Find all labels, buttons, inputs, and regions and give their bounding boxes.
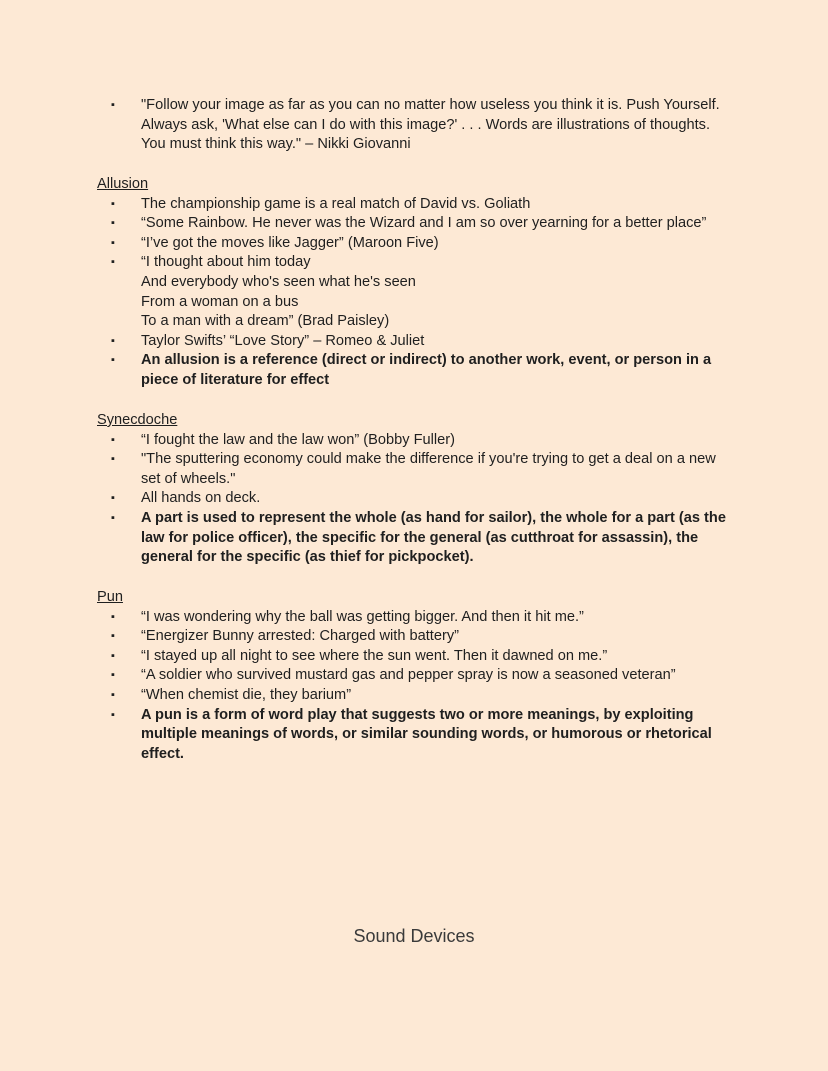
pun-list <box>97 608 737 765</box>
list-item <box>97 647 737 667</box>
bullet-icon: ▪ <box>111 99 115 111</box>
list-item <box>97 489 737 509</box>
list-item <box>97 195 737 215</box>
bullet-icon: ▪ <box>111 492 115 505</box>
bullet-icon: ▪ <box>111 630 115 643</box>
list-item <box>97 332 737 352</box>
bullet-icon: ▪ <box>111 354 115 367</box>
list-item-text: “Some Rainbow. He never was the Wizard and I am so over yearning for a better place” <box>141 215 707 232</box>
pun-heading: Pun <box>97 589 123 605</box>
list-item <box>97 627 737 647</box>
list-item-text: “I thought about him today And everybody who's seen what he's seen From a woman on a bus To a man with a dream” (Brad Paisley) <box>141 254 416 330</box>
list-item-text: Taylor Swifts’ “Love Story” – Romeo & Juliet <box>141 332 425 349</box>
synecdoche-section <box>97 411 737 568</box>
bullet-icon: ▪ <box>111 610 115 623</box>
intro-list <box>97 96 737 155</box>
list-item-text: “A soldier who survived mustard gas and pepper spray is now a seasoned veteran” <box>141 667 676 684</box>
list-item-text: "The sputtering economy could make the difference if you're trying to get a deal on a new set of wheels." <box>141 451 716 487</box>
list-item <box>97 431 737 451</box>
list-item <box>97 253 737 331</box>
bullet-icon: ▪ <box>111 511 115 524</box>
bullet-icon: ▪ <box>111 453 115 466</box>
list-item-text: “I’ve got the moves like Jagger” (Maroon Five) <box>141 234 439 251</box>
bullet-icon: ▪ <box>111 217 115 230</box>
pun-section <box>97 588 737 764</box>
list-item-text: “I was wondering why the ball was getting bigger. And then it hit me.” <box>141 608 584 625</box>
list-item-text: “Energizer Bunny arrested: Charged with battery” <box>141 628 459 645</box>
list-item-text: All hands on deck. <box>141 490 261 507</box>
bullet-icon: ▪ <box>111 256 115 269</box>
list-item-text: “I stayed up all night to see where the sun went. Then it dawned on me.” <box>141 647 608 664</box>
list-item <box>97 608 737 628</box>
bullet-icon: ▪ <box>111 236 115 249</box>
bullet-icon: ▪ <box>111 433 115 446</box>
bullet-icon: ▪ <box>111 708 115 721</box>
intro-section <box>97 96 737 155</box>
list-item-text: “When chemist die, they barium” <box>141 686 352 703</box>
list-item-text: The championship game is a real match of David vs. Goliath <box>141 195 531 212</box>
allusion-section <box>97 175 737 391</box>
allusion-heading: Allusion <box>97 176 149 192</box>
list-item <box>97 686 737 706</box>
list-item <box>97 450 737 489</box>
bullet-icon: ▪ <box>111 197 115 210</box>
definition-item <box>97 509 737 568</box>
list-item <box>97 666 737 686</box>
list-item-text: “I fought the law and the law won” (Bobby Fuller) <box>141 431 455 448</box>
definition-text: A part is used to represent the whole (as hand for sailor), the whole for a part (as the law for police officer), the specific for the general (as cutthroat for assassin), the general for the specific (as thief for pickpocket). <box>141 509 726 566</box>
bullet-icon: ▪ <box>111 688 115 701</box>
definition-text: An allusion is a reference (direct or indirect) to another work, event, or person in a piece of literature for effect <box>141 352 712 388</box>
list-item <box>97 234 737 254</box>
sound-devices-title: Sound Devices <box>353 926 475 946</box>
bullet-icon: ▪ <box>111 649 115 662</box>
synecdoche-heading: Synecdoche <box>97 412 178 428</box>
bullet-icon: ▪ <box>111 334 115 347</box>
list-item <box>97 96 737 155</box>
definition-item <box>97 351 737 390</box>
allusion-list <box>97 195 737 391</box>
list-item <box>97 214 737 234</box>
definition-text: A pun is a form of word play that suggests two or more meanings, by exploiting multiple meanings of words, or similar sounding words, or humorous or rhetorical effect. <box>141 706 712 762</box>
synecdoche-list <box>97 431 737 568</box>
bullet-icon: ▪ <box>111 669 115 682</box>
definition-item <box>97 706 737 765</box>
list-item-text: "Follow your image as far as you can no matter how useless you think it is. Push Yourself. Always ask, 'What else can I do with this image?' . . . Words are illustrations of thoughts. You must think this way." – Nikki Giovanni <box>141 97 720 153</box>
